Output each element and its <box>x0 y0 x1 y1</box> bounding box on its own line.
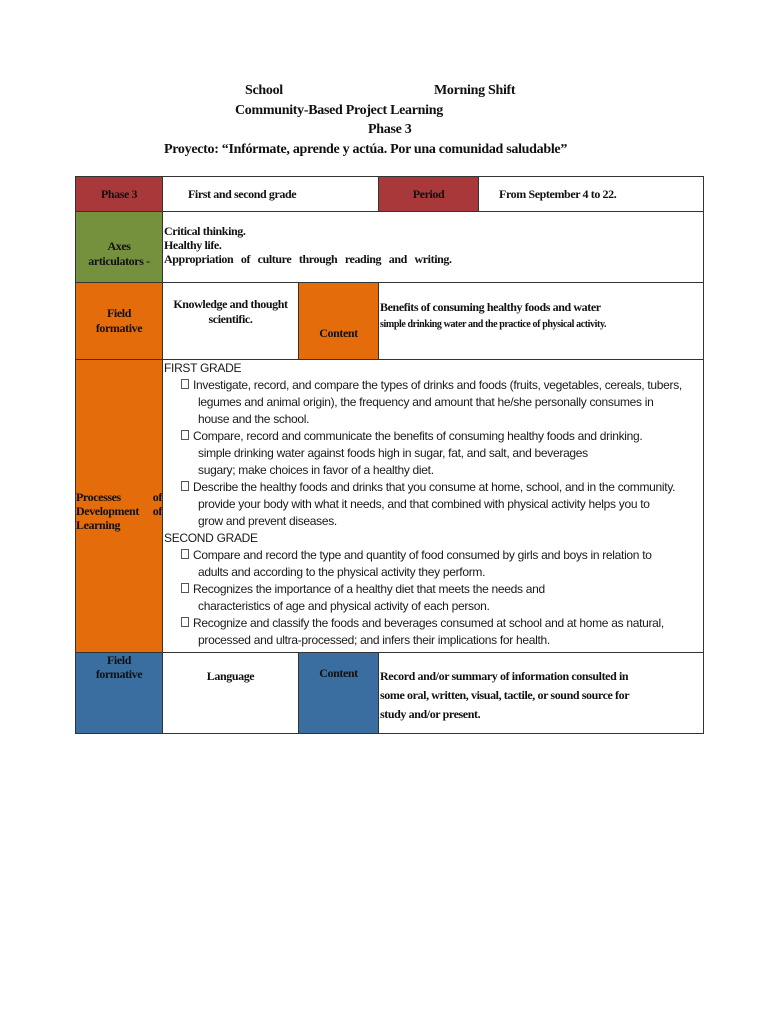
content-label-cell: Content <box>299 283 379 360</box>
second-grade-item: Recognizes the importance of a healthy diet that meets the needs and characteristics of age and physical activity of each person. <box>163 581 703 615</box>
checkbox-icon <box>181 617 189 627</box>
first-grade-item: Describe the healthy foods and drinks that you consume at home, school, and in the community. provide your body with what it needs, and that combined with physical activity helps you to grow and prevent diseases. <box>163 479 703 530</box>
row-processes <box>76 360 704 653</box>
program-title: Community-Based Project Learning <box>235 103 443 118</box>
school-label: School <box>245 83 283 98</box>
processes-label-line1: Processes of <box>76 490 162 504</box>
second-grade-item: Recognize and classify the foods and beverages consumed at school and at home as natural, processed and ultra-processed; and infers their implications for health. <box>163 615 703 649</box>
field-label-line1: Field <box>107 306 131 320</box>
content-sub: simple drinking water and the practice of physical activity. <box>380 319 607 330</box>
content-main: Benefits of consuming healthy foods and water <box>380 300 601 314</box>
field-label-line2: formative <box>95 321 143 335</box>
shift-label: Morning Shift <box>434 83 516 98</box>
field-name-line2: scientific. <box>208 312 253 326</box>
row-language <box>76 653 704 734</box>
first-grade-item: Investigate, record, and compare the types of drinks and foods (fruits, vegetables, cereals, tubers, legumes and animal origin), the frequency and amount that he/she personally consumes in house and the school. <box>163 377 703 428</box>
period-value-cell: From September 4 to 22. <box>479 177 704 212</box>
first-grade-item: Compare, record and communicate the benefits of consuming healthy foods and drinking. simple drinking water against foods high in sugar, fat, and salt, and beverages sugary; make choices in favor of a healthy diet. <box>163 428 703 479</box>
field-label-cell <box>76 283 163 360</box>
field-name-line1: Knowledge and thought <box>173 297 288 311</box>
period-label-cell: Period <box>379 177 479 212</box>
project-title: Proyecto: “Infórmate, aprende y actúa. Por una comunidad saludable” <box>164 142 568 157</box>
language-cell: Language <box>163 653 299 734</box>
phase-label-cell: Phase 3 <box>76 177 163 212</box>
row-field <box>76 283 704 360</box>
field-name-cell <box>163 283 299 360</box>
checkbox-icon <box>181 379 189 389</box>
content-line: some oral, written, visual, tactile, or sound source for <box>380 688 630 702</box>
content-value-cell <box>379 283 704 360</box>
content-value-cell-2 <box>379 653 704 734</box>
checkbox-icon <box>181 430 189 440</box>
checkbox-icon <box>181 549 189 559</box>
row-axes <box>76 212 704 283</box>
content-line: study and/or present. <box>380 707 481 721</box>
field-label-cell-2 <box>76 653 163 734</box>
axis-item: Critical thinking. <box>164 224 246 238</box>
checkbox-icon <box>181 583 189 593</box>
axis-item: Appropriation of culture through reading and writing. <box>164 252 452 266</box>
first-grade-heading: FIRST GRADE <box>164 361 242 375</box>
axes-label-line2: articulators - <box>88 254 150 268</box>
axes-label-line1: Axes <box>107 239 131 253</box>
processes-content-cell <box>163 360 704 653</box>
planning-table <box>75 176 704 734</box>
phase-title: Phase 3 <box>368 122 412 137</box>
row-phase <box>76 177 704 212</box>
content-line: Record and/or summary of information consulted in <box>380 669 629 683</box>
processes-label-line3: Learning <box>76 518 121 532</box>
field-label-line2: formative <box>95 667 143 681</box>
processes-label-cell <box>76 360 163 653</box>
second-grade-heading: SECOND GRADE <box>164 531 258 545</box>
checkbox-icon <box>181 481 189 491</box>
second-grade-item: Compare and record the type and quantity of food consumed by girls and boys in relation to adults and according to the physical activity they perform. <box>163 547 703 581</box>
field-label-line1: Field <box>107 653 131 667</box>
content-label-cell-2: Content <box>299 653 379 734</box>
axes-label-cell <box>76 212 163 283</box>
axes-content-cell <box>163 212 704 283</box>
processes-label-line2: Development of <box>76 504 162 518</box>
axis-item: Healthy life. <box>164 238 222 252</box>
grades-cell: First and second grade <box>163 177 379 212</box>
